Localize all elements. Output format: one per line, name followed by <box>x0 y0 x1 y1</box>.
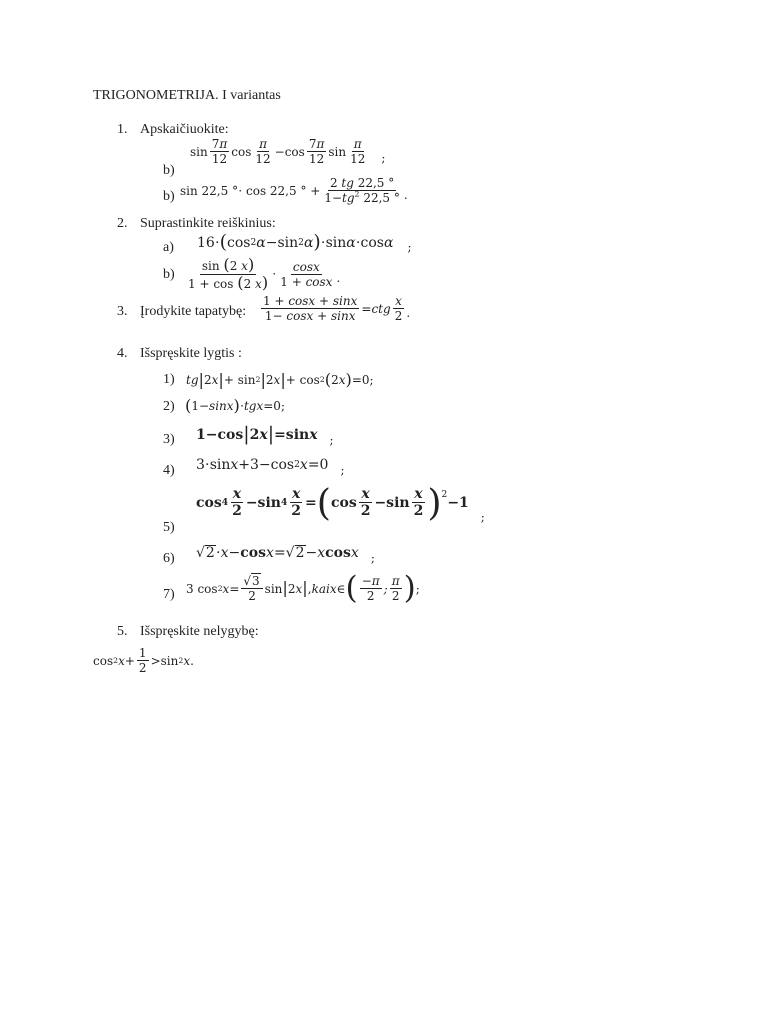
task-2-text: Suprastinkite reiškinius: <box>140 216 276 231</box>
task-1-number: 1. <box>117 122 128 137</box>
task-2a-formula: 16⋅ ( cos 2 α −sin 2 α ) ⋅sin α ⋅cos α ; <box>197 231 412 254</box>
task-1a-formula: sin $\frac{7\pi}{12}$ cos $\frac{\pi}{12}$ −cos $\frac{7\pi}{12}$ sin $\frac{\pi}{12}$ ; <box>190 137 386 166</box>
task-4-2-formula: ( 1− sinx ) ⋅ tgx =0 ; <box>185 396 285 415</box>
task-1b-formula: sin 22,5 °⋅ cos 22,5 ° + $\frac{2 tg 22,5 ^\circ}{1-tg^2 22,5 ^\circ}$ . <box>180 176 408 205</box>
task-2b-formula: $\frac{\sin (2 x)}{1 + \cos (2 x)}$ ⋅ $\frac{\cos x}{1 + \cos x}$ . <box>188 255 341 292</box>
task-4-3-formula: 1−cos | 2 x | =sin x ; <box>196 423 334 447</box>
task-4-6-label: 6) <box>163 551 175 566</box>
task-4-2-label: 2) <box>163 399 175 414</box>
task-4-5-formula: cos 4 $\frac{x}{2}$ −sin 4 $\frac{x}{2}$ = ( cos $\frac{x}{2}$ −sin $\frac{x}{2}$ ) $^2$ −1 ; <box>196 480 485 524</box>
task-1a-label: b) <box>163 163 175 178</box>
task-4-1-label: 1) <box>163 372 175 387</box>
task-4-7-label: 7) <box>163 587 175 602</box>
task-3-number: 3. <box>117 304 128 319</box>
task-2a-label: a) <box>163 240 174 255</box>
task-5-formula: cos 2 x + $\frac{1}{2}$ >sin 2 x . <box>93 646 194 675</box>
task-4-4-formula: 3⋅sin x +3−cos 2 x =0 ; <box>196 457 345 477</box>
task-4-6-formula: √ 2 ⋅ x − cos x =√ 2 − x cos x ; <box>196 544 375 565</box>
task-2b-label: b) <box>163 267 175 282</box>
task-4-7-formula: 3 cos 2 x = $\frac{√3}{2}$ sin | 2 x | , kai x ∈ ( $\frac{-\pi}{2}$ ; $\frac{\pi}{2}$ ) ; <box>186 570 420 607</box>
task-4-5-label: 5) <box>163 520 175 535</box>
task-4-number: 4. <box>117 346 128 361</box>
task-3-text: Įrodykite tapatybę: <box>140 304 247 319</box>
task-4-4-label: 4) <box>163 463 175 478</box>
task-3-formula: $\frac{1 + \cos x + \sin x}{1- \cos x + \sin x}$ = ctg $\frac{x}{2}$ . <box>263 294 411 323</box>
page-title: TRIGONOMETRIJA. I variantas <box>93 88 281 103</box>
task-1-text: Apskaičiuokite: <box>140 122 229 137</box>
task-4-3-label: 3) <box>163 432 175 447</box>
task-5-text: Išspręskite nelygybę: <box>140 624 259 639</box>
task-4-text: Išspręskite lygtis : <box>140 346 242 361</box>
task-2-number: 2. <box>117 216 128 231</box>
task-1b-label: b) <box>163 189 175 204</box>
task-4-1-formula: tg | 2 x | + sin 2 | 2 x | + cos 2 ( 2 x ) =0 ; <box>186 370 374 389</box>
task-5-number: 5. <box>117 624 128 639</box>
